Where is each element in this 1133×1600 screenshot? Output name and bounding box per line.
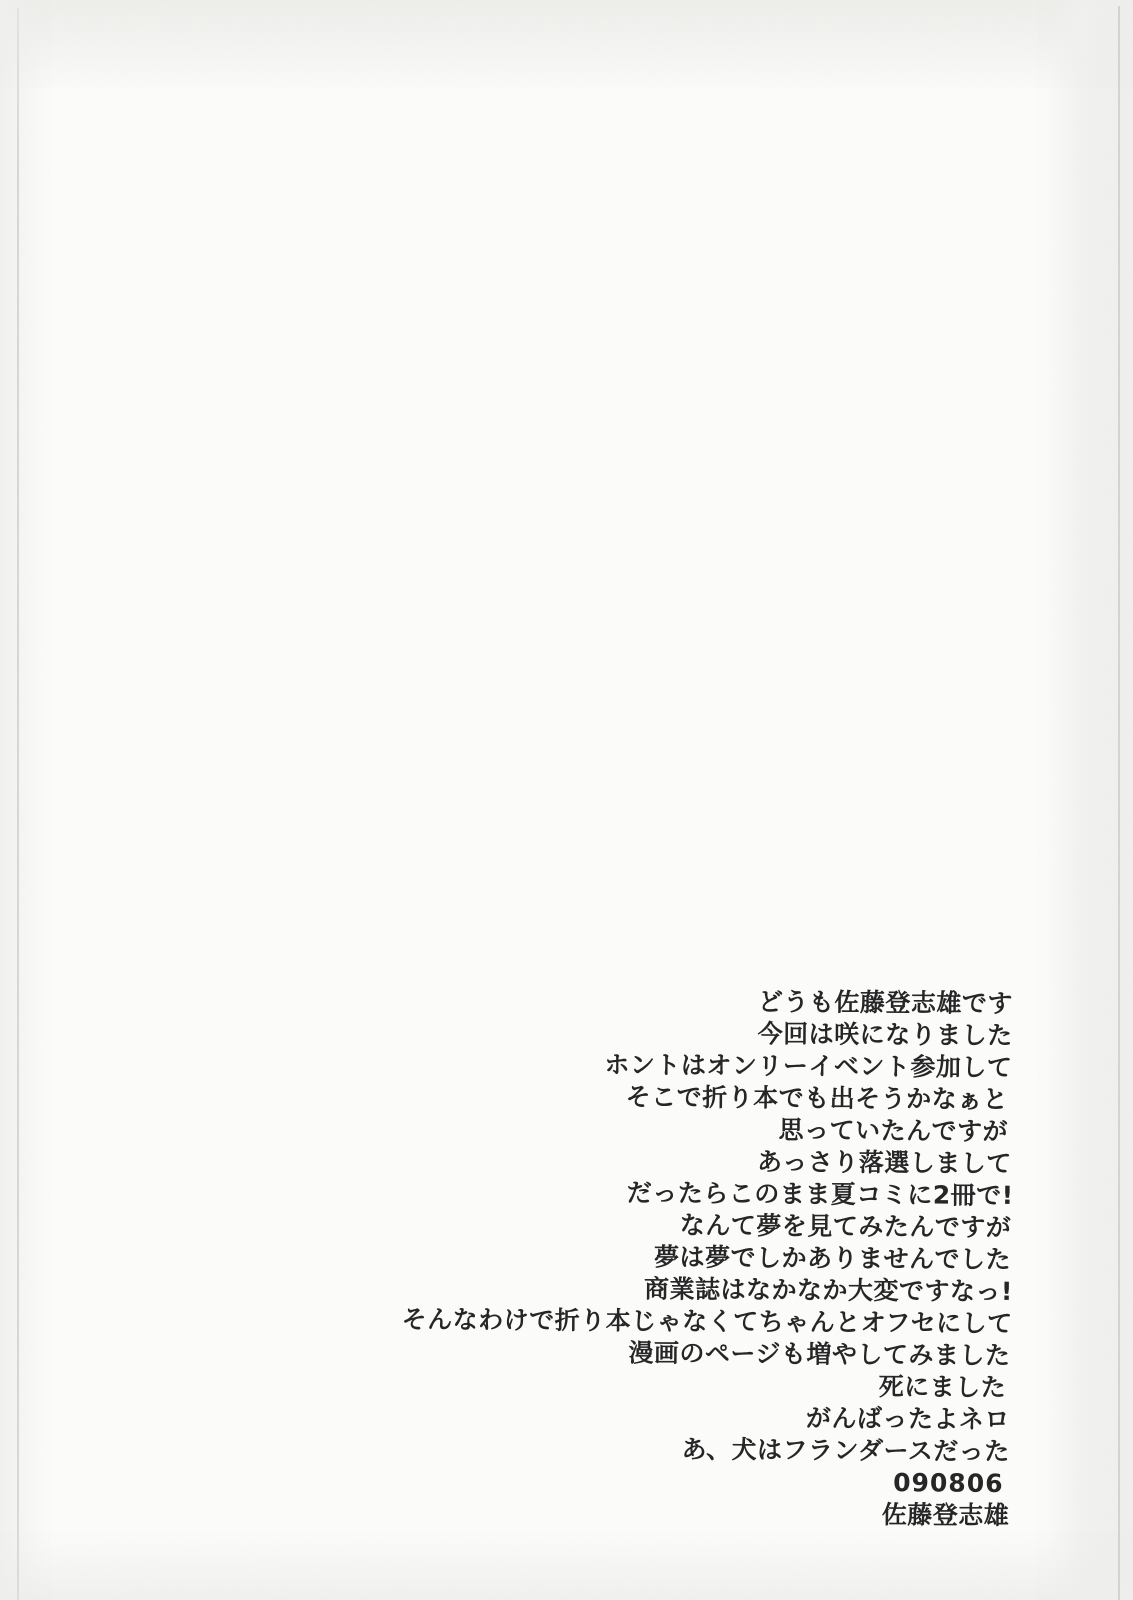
afterword-line: どうも佐藤登志雄です bbox=[757, 987, 1013, 1018]
page-left-crease-line bbox=[17, 8, 19, 1600]
paper-margin-shade-bottom bbox=[0, 1538, 1133, 1600]
afterword-line: 漫画のページも増やしてみました bbox=[628, 1338, 1011, 1370]
afterword-line: そんなわけで折り本じゃなくてちゃんとオフセにして bbox=[401, 1304, 1013, 1339]
page-right-crease-line bbox=[1118, 6, 1120, 1600]
afterword-line: 夢は夢でしかありませんでした bbox=[653, 1242, 1012, 1274]
afterword-line: なんて夢を見てみたんですが bbox=[679, 1210, 1012, 1242]
afterword-line: 商業誌はなかなか大変ですなっ! bbox=[643, 1274, 1013, 1307]
author-signature: 佐藤登志雄 bbox=[881, 1500, 1010, 1530]
afterword-text-block bbox=[400, 984, 1013, 1532]
paper-margin-shade-right bbox=[1046, 0, 1133, 1600]
afterword-line: 思っていたんですが bbox=[778, 1115, 1009, 1146]
afterword-line: そこで折り本でも出そうかなぁと bbox=[625, 1082, 1009, 1114]
afterword-line: ホントはオンリーイベント参加して bbox=[604, 1050, 1013, 1082]
afterword-line: がんばったよネロ bbox=[805, 1403, 1011, 1434]
paper-margin-shade-top bbox=[0, 0, 1133, 90]
paper-margin-shade-left bbox=[0, 0, 46, 1600]
afterword-line: だったらこのまま夏コミに2冊で! bbox=[626, 1178, 1014, 1211]
afterword-line: あ、犬はフランダースだった bbox=[681, 1434, 1010, 1466]
afterword-line: 死にました bbox=[878, 1372, 1007, 1402]
afterword-line: 今回は咲になりました bbox=[757, 1019, 1013, 1050]
afterword-line: あっさり落選しまして bbox=[756, 1147, 1012, 1178]
afterword-date: 090806 bbox=[893, 1468, 1004, 1498]
